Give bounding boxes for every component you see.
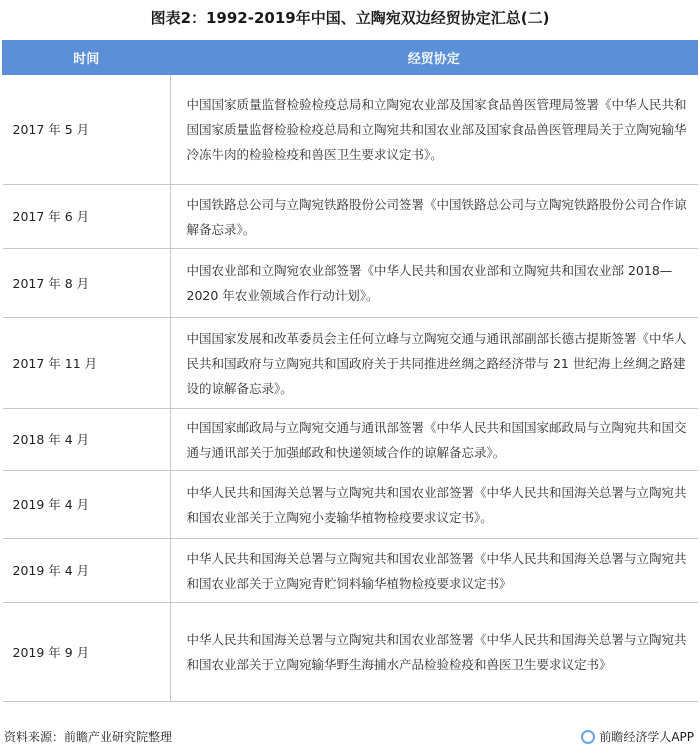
table-row	[3, 185, 698, 249]
qianzhan-logo-icon	[581, 730, 595, 744]
row-agreement: 中华人民共和国海关总署与立陶宛共和国农业部签署《中华人民共和国海关总署与立陶宛共和国农业部关于立陶宛青贮饲料输华植物检疫要求议定书》	[170, 539, 698, 603]
row-agreement: 中华人民共和国海关总署与立陶宛共和国农业部签署《中华人民共和国海关总署与立陶宛共和国农业部关于立陶宛小麦输华植物检疫要求议定书》。	[170, 471, 698, 539]
row-time: 2019 年 4 月	[3, 471, 171, 539]
table-row	[3, 603, 698, 702]
row-time: 2017 年 5 月	[3, 75, 171, 185]
table-header	[3, 41, 698, 75]
table-row	[3, 75, 698, 185]
agreements-table	[2, 40, 698, 702]
row-agreement: 中华人民共和国海关总署与立陶宛共和国农业部签署《中华人民共和国海关总署与立陶宛共和国农业部关于立陶宛输华野生海捕水产品检验检疫和兽医卫生要求议定书》	[170, 603, 698, 702]
row-time: 2018 年 4 月	[3, 409, 171, 471]
row-agreement: 中国农业部和立陶宛农业部签署《中华人民共和国农业部和立陶宛共和国农业部 2018—2020 年农业领域合作行动计划》。	[170, 249, 698, 318]
header-agreement: 经贸协定	[170, 41, 698, 75]
brand-label: 前瞻经济学人APP	[599, 730, 694, 744]
footer	[0, 726, 700, 748]
row-time: 2017 年 6 月	[3, 185, 171, 249]
table-row	[3, 539, 698, 603]
header-time: 时间	[3, 41, 171, 75]
table-row	[3, 409, 698, 471]
row-time: 2019 年 4 月	[3, 539, 171, 603]
row-agreement: 中国国家发展和改革委员会主任何立峰与立陶宛交通与通讯部副部长德古提斯签署《中华人民共和国政府与立陶宛共和国政府关于共同推进丝绸之路经济带与 21 世纪海上丝绸之路建设的谅解备忘录》。	[170, 318, 698, 409]
table-row	[3, 471, 698, 539]
table-row	[3, 249, 698, 318]
row-time: 2019 年 9 月	[3, 603, 171, 702]
row-agreement: 中国铁路总公司与立陶宛铁路股份公司签署《中国铁路总公司与立陶宛铁路股份公司合作谅解备忘录》。	[170, 185, 698, 249]
source-note: 资料来源：前瞻产业研究院整理	[4, 730, 173, 744]
table-row	[3, 318, 698, 409]
row-agreement: 中国国家邮政局与立陶宛交通与通讯部签署《中华人民共和国国家邮政局与立陶宛共和国交通与通讯部关于加强邮政和快递领域合作的谅解备忘录》。	[170, 409, 698, 471]
row-time: 2017 年 8 月	[3, 249, 171, 318]
page-title: 图表2：1992-2019年中国、立陶宛双边经贸协定汇总(二)	[150, 9, 550, 27]
brand	[581, 726, 694, 748]
row-time: 2017 年 11 月	[3, 318, 171, 409]
row-agreement: 中国国家质量监督检验检疫总局和立陶宛农业部及国家食品兽医管理局签署《中华人民共和国国家质量监督检验检疫总局和立陶宛共和国农业部及国家食品兽医管理局关于立陶宛输华冷冻牛肉的检验检疫和兽医卫生要求议定书》。	[170, 75, 698, 185]
